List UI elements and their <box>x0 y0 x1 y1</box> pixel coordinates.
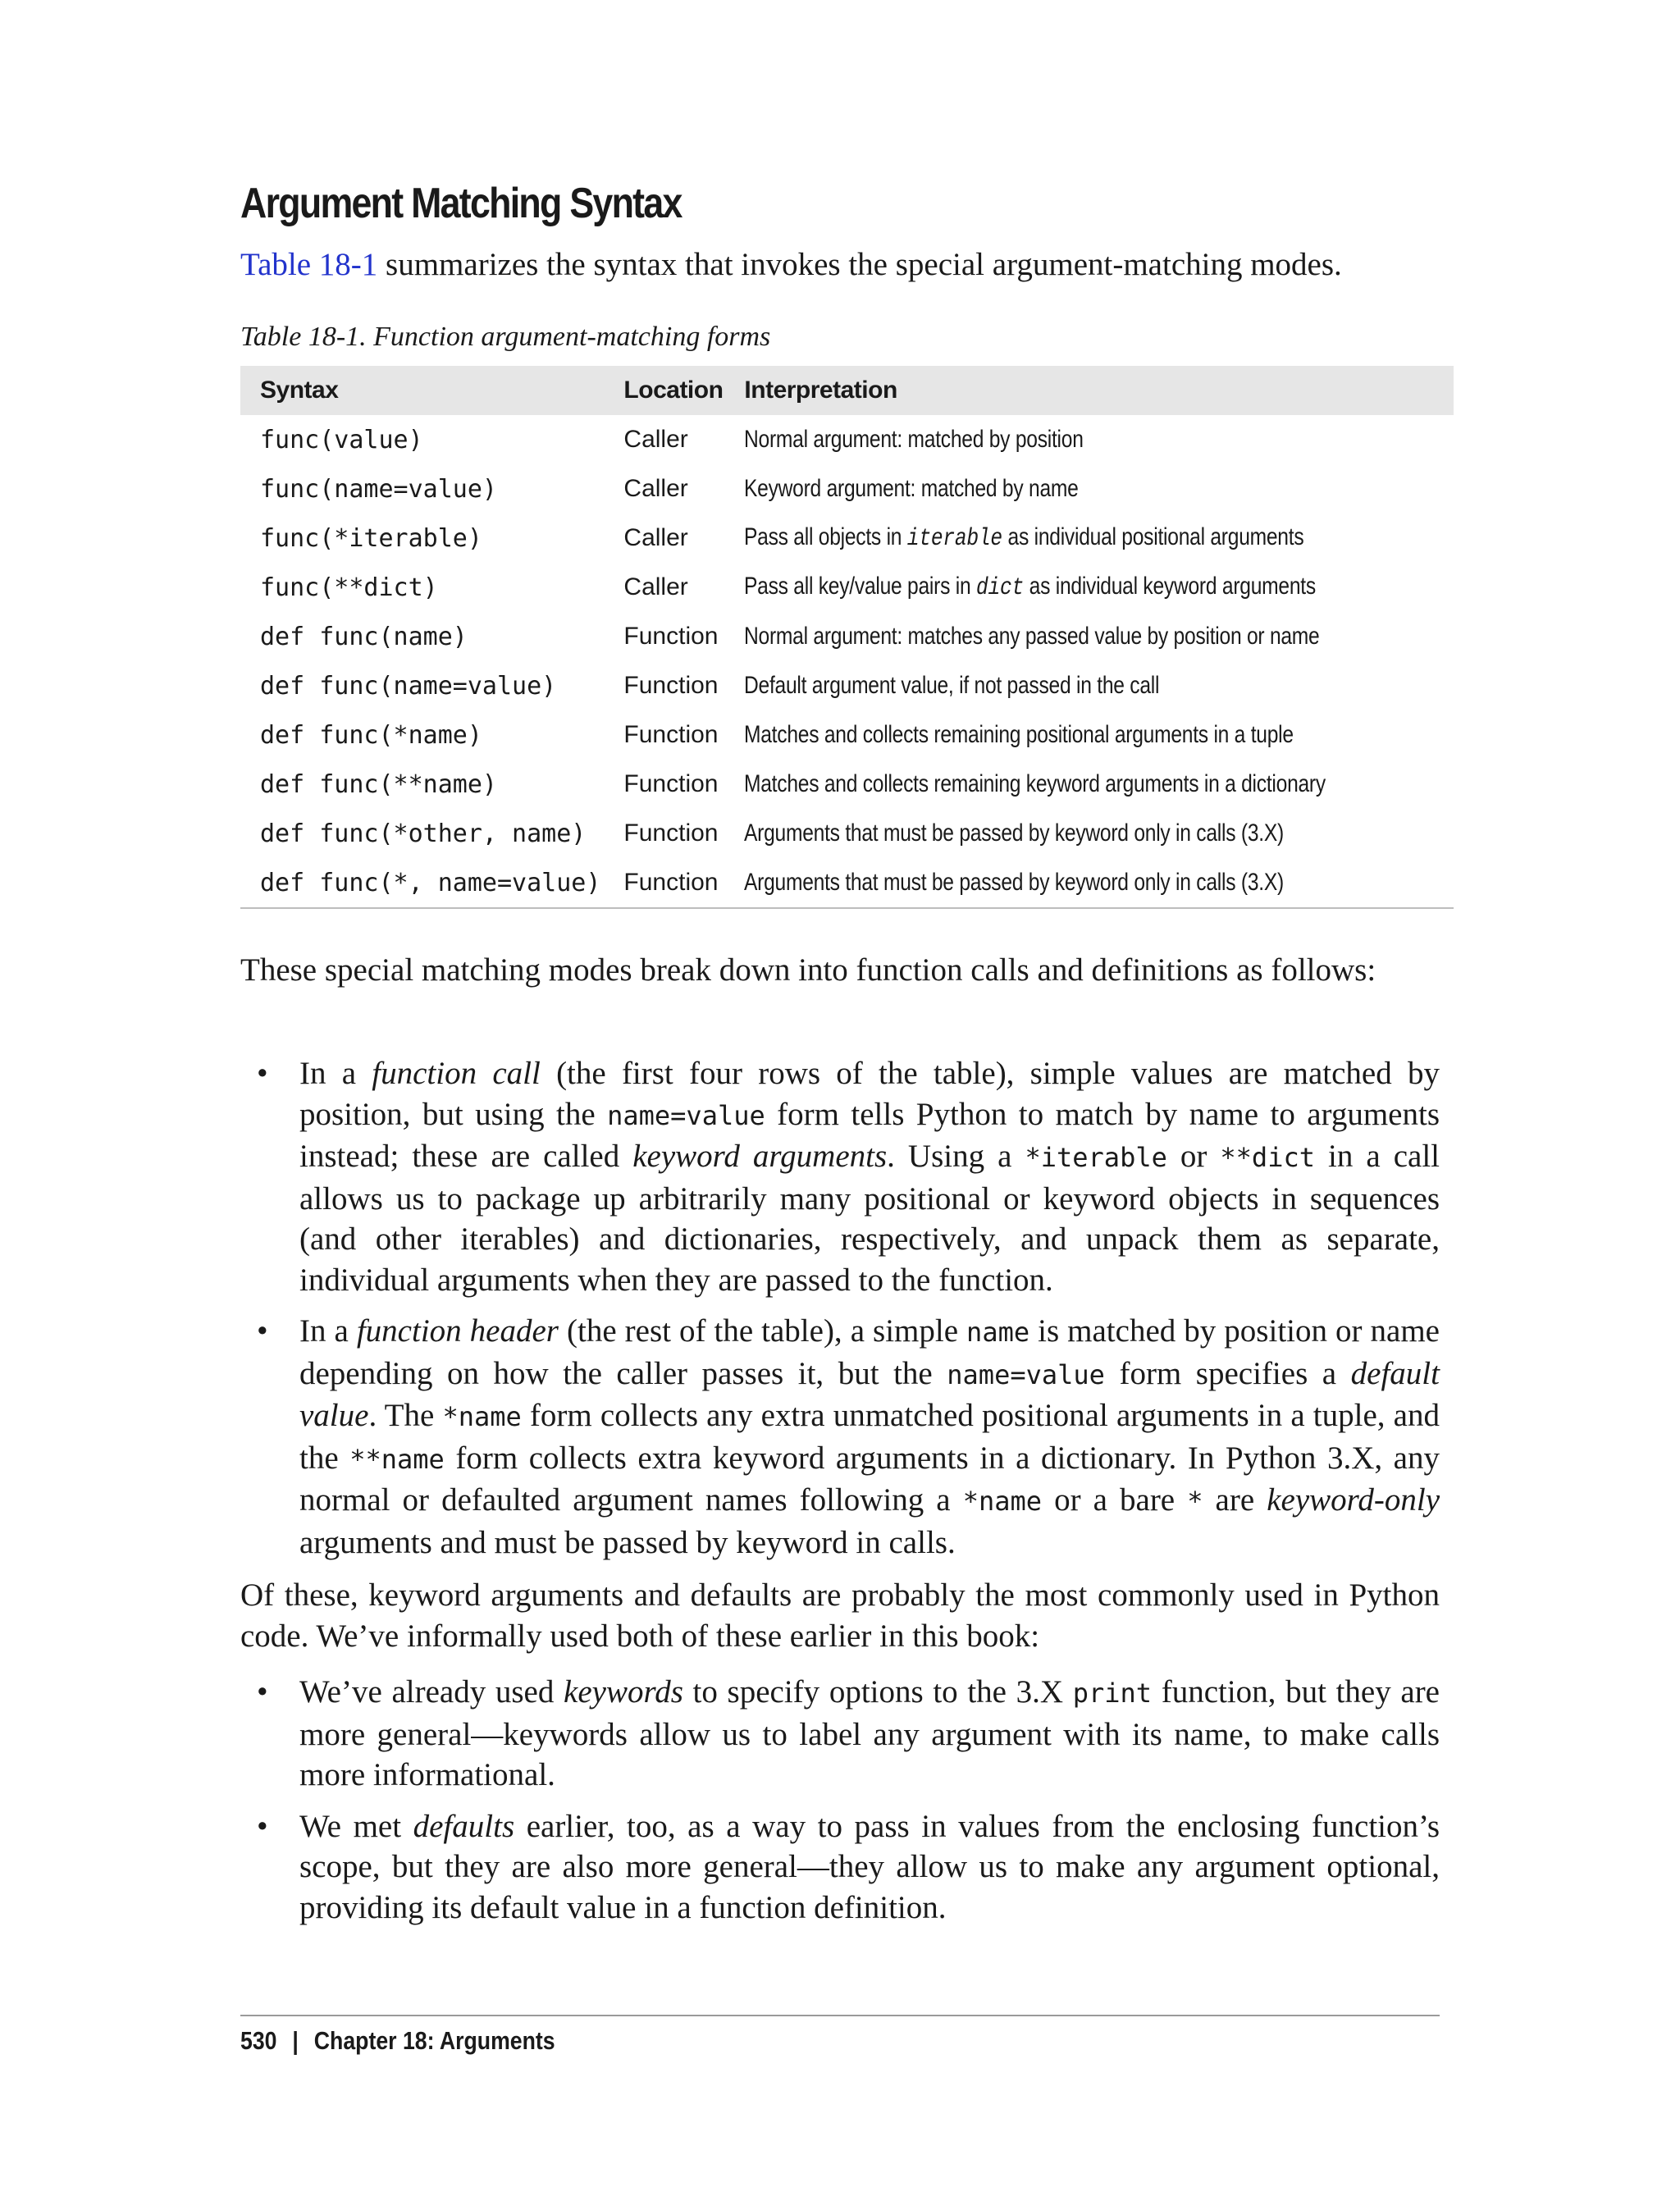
cell-syntax: def func(*name) <box>260 720 482 750</box>
text-run: arguments and must be passed by keyword in calls. <box>299 1524 956 1560</box>
interpretation-text <box>744 426 1084 454</box>
code-term: iterable <box>907 525 1003 553</box>
intro-text: summarizes the syntax that invokes the special argument-matching modes. <box>377 247 1342 282</box>
chapter-title: Chapter 18: Arguments <box>313 2026 555 2055</box>
text-run: or <box>1166 1139 1221 1174</box>
emphasis-term: function call <box>372 1056 541 1091</box>
cell-syntax: def func(name) <box>260 622 468 651</box>
table-row <box>240 415 1454 464</box>
interpretation-text <box>744 869 1284 897</box>
inline-code: name=value <box>607 1099 765 1131</box>
page-number: 530 <box>240 2026 277 2055</box>
text-run: Matches and collects remaining positional arguments in a tuple <box>744 721 1294 748</box>
cell-syntax: func(value) <box>260 425 423 454</box>
cell-location: Function <box>623 770 719 797</box>
argument-matching-table <box>240 366 1454 909</box>
table-row <box>240 464 1454 514</box>
cell-syntax: def func(*, name=value) <box>240 858 600 908</box>
text-run: We met <box>299 1808 413 1844</box>
text-run: . The <box>368 1398 443 1433</box>
inline-code: *name <box>442 1401 522 1432</box>
text-run: form collects any extra unmatched positional arguments in a tuple, and the <box>299 1398 1440 1476</box>
inline-code: print <box>1072 1678 1153 1709</box>
cell-location: Function <box>623 672 719 699</box>
text-run: In a <box>299 1313 357 1349</box>
emphasis-term: function header <box>356 1313 559 1349</box>
cell-syntax: func(*iterable) <box>260 523 482 553</box>
text-run: to specify options to the 3.X <box>682 1674 1073 1710</box>
cell-location: Function <box>623 721 719 748</box>
emphasis-term: keywords <box>564 1674 683 1710</box>
text-run: form collects extra keyword arguments in a dictionary. In Python 3.X, any normal or defaulted argument names following a <box>299 1440 1440 1518</box>
inline-code: **name <box>349 1443 445 1475</box>
bullet-list-call-header <box>240 1053 1440 1573</box>
table-row <box>240 661 1454 710</box>
inline-code: name=value <box>947 1358 1105 1390</box>
cell-interpretation <box>723 563 1454 612</box>
bullet-icon: • <box>257 1674 268 1710</box>
text-run: are <box>1203 1482 1267 1518</box>
cell-interpretation <box>723 661 1454 710</box>
text-run: We’ve already used <box>299 1674 564 1710</box>
table-caption: Table 18-1. Function argument-matching forms <box>240 322 771 352</box>
cell-interpretation <box>723 809 1454 858</box>
text-run: . Using a <box>887 1139 1025 1174</box>
interpretation-text <box>744 573 1316 602</box>
list-item <box>240 1053 1440 1300</box>
cell-syntax: def func(name=value) <box>260 671 557 701</box>
text-run: Pass all objects in <box>744 523 908 550</box>
cell-syntax: func(**dict) <box>260 573 438 602</box>
cell-interpretation <box>723 415 1454 464</box>
cell-syntax: def func(*other, name) <box>260 819 587 848</box>
text-run: form specifies a <box>1104 1355 1351 1391</box>
cell-location: Caller <box>623 524 688 551</box>
interpretation-text <box>744 475 1079 503</box>
table-header-row <box>240 366 1454 415</box>
table-row <box>240 809 1454 858</box>
table-reference-link[interactable]: Table 18-1 <box>240 247 378 282</box>
table-row <box>240 858 1454 908</box>
list-item <box>240 1311 1440 1563</box>
interpretation-text <box>744 770 1326 798</box>
emphasis-term: keyword arguments <box>632 1139 888 1174</box>
text-run: Normal argument: matches any passed value by position or name <box>744 623 1320 650</box>
text-run: earlier, too, as a way to pass in values from the enclosing function’s scope, but they are also more general—they allow us to make any argument optional, providing its default value in a function definition. <box>299 1808 1440 1925</box>
paragraph-keywords-defaults <box>240 1575 1440 1656</box>
table-row <box>240 563 1454 612</box>
text-run: Normal argument: matched by position <box>744 426 1084 453</box>
list-item <box>240 1806 1440 1929</box>
text-run: Arguments that must be passed by keyword only in calls (3.X) <box>744 869 1285 896</box>
text-run: (the rest of the table), a simple <box>558 1313 967 1349</box>
code-term: dict <box>976 574 1025 602</box>
cell-interpretation <box>723 710 1454 760</box>
text-run: Matches and collects remaining keyword arguments in a dictionary <box>744 770 1326 797</box>
cell-location: Function <box>600 858 723 908</box>
interpretation-text <box>744 623 1319 651</box>
paragraph-text: These special matching modes break down into function calls and definitions as follows: <box>240 952 1376 988</box>
text-run: Pass all key/value pairs in <box>744 573 977 600</box>
paragraph-text: Of these, keyword arguments and defaults are probably the most commonly used in Python code. We’ve informally used both of these earlier in this book: <box>240 1577 1440 1654</box>
emphasis-term: default value <box>299 1355 1440 1433</box>
interpretation-text <box>744 721 1294 749</box>
text-run: as individual positional arguments <box>1002 523 1304 550</box>
text-run: (the first four rows of the table), simple values are matched by position, but using the <box>299 1056 1440 1132</box>
cell-syntax: def func(**name) <box>260 769 497 799</box>
cell-location: Function <box>623 819 719 847</box>
section-heading: Argument Matching Syntax <box>240 180 682 227</box>
table-row <box>240 710 1454 760</box>
column-header-syntax: Syntax <box>260 377 339 404</box>
column-header-interpretation: Interpretation <box>744 377 897 404</box>
footer-separator: | <box>292 2026 299 2055</box>
cell-location: Function <box>623 623 719 650</box>
bullet-icon: • <box>257 1056 268 1091</box>
text-run: or a bare <box>1042 1482 1188 1518</box>
cell-syntax: func(name=value) <box>260 474 497 504</box>
interpretation-text <box>744 819 1284 847</box>
cell-location: Caller <box>623 426 688 453</box>
intro-paragraph <box>240 246 1342 283</box>
text-run: Keyword argument: matched by name <box>744 475 1079 502</box>
text-run: as individual keyword arguments <box>1024 573 1317 600</box>
page-footer <box>240 2026 555 2056</box>
paragraph-matching-modes <box>240 950 1440 991</box>
table-body <box>240 415 1454 908</box>
cell-interpretation <box>723 464 1454 514</box>
cell-interpretation <box>723 514 1454 563</box>
text-run: In a <box>299 1056 372 1091</box>
cell-location: Caller <box>623 475 688 502</box>
inline-code: **dict <box>1220 1142 1315 1173</box>
table-row <box>240 514 1454 563</box>
bullet-icon: • <box>257 1808 268 1844</box>
interpretation-text <box>744 672 1159 700</box>
cell-interpretation <box>723 612 1454 661</box>
footer-divider <box>240 2015 1440 2016</box>
cell-interpretation <box>723 760 1454 809</box>
text-run: is matched by position or name depending on how the caller passes it, but the <box>299 1313 1440 1391</box>
emphasis-term: defaults <box>413 1808 515 1844</box>
cell-interpretation <box>723 858 1454 908</box>
text-run: Arguments that must be passed by keyword only in calls (3.X) <box>744 819 1285 847</box>
emphasis-term: keyword-only <box>1267 1482 1440 1518</box>
text-run: Default argument value, if not passed in the call <box>744 672 1160 699</box>
inline-code: * <box>1187 1486 1203 1517</box>
table-row <box>240 760 1454 809</box>
column-header-location: Location <box>623 377 724 404</box>
inline-code: *iterable <box>1025 1142 1167 1173</box>
inline-code: *name <box>962 1486 1043 1517</box>
interpretation-text <box>744 523 1303 553</box>
text-run: form tells Python to match by name to arguments instead; these are called <box>299 1096 1440 1174</box>
text-run: function, but they are more general—keywords allow us to label any argument with its name, to make calls more informational. <box>299 1674 1440 1792</box>
inline-code: name <box>966 1317 1030 1348</box>
cell-location: Caller <box>623 573 688 600</box>
bullet-list-keywords-defaults <box>240 1672 1440 1938</box>
text-run: in a call allows us to package up arbitrarily many positional or keyword objects in sequences (and other iterables) and dictionaries, respectively, and unpack them as separate, individual arguments when they are passed to the function. <box>299 1139 1440 1298</box>
bullet-icon: • <box>257 1313 268 1349</box>
list-item <box>240 1672 1440 1796</box>
table-row <box>240 612 1454 661</box>
